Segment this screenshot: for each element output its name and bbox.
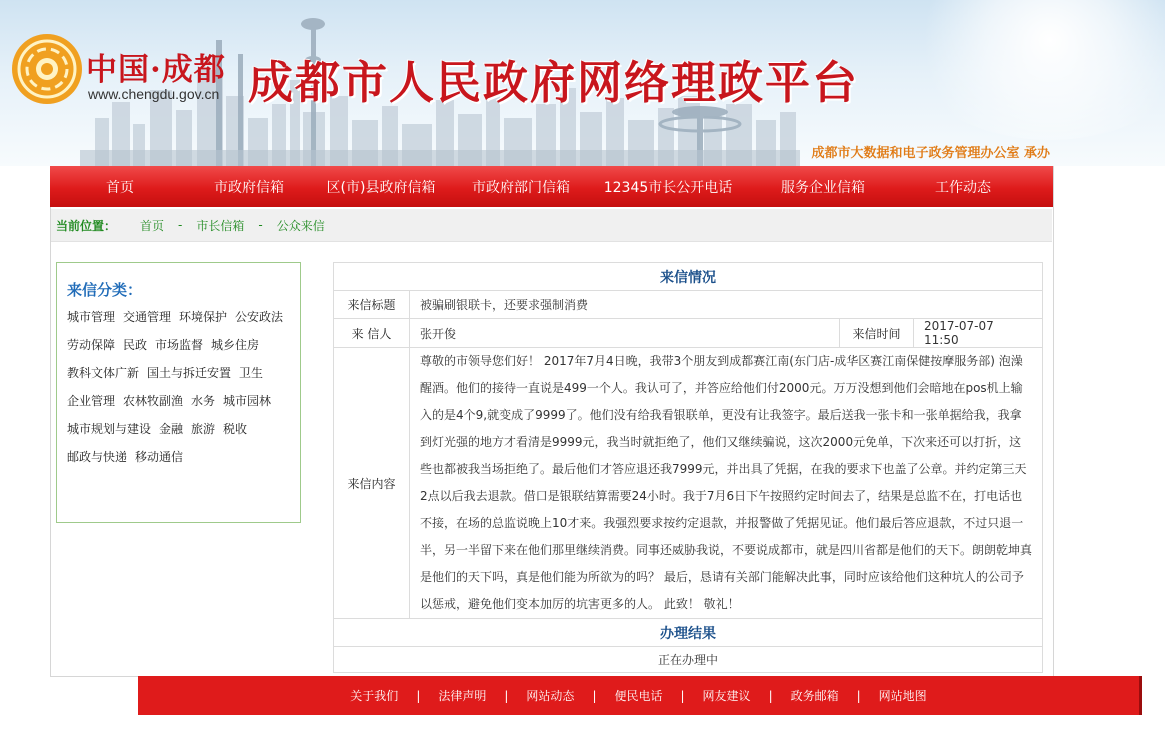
breadcrumb-separator: - xyxy=(178,218,183,232)
breadcrumb-home-link[interactable]: 首页 xyxy=(140,218,165,233)
chengdu-sunbird-logo-icon xyxy=(10,32,84,106)
category-item[interactable]: 金融 xyxy=(159,422,184,436)
footer-shadow xyxy=(1139,676,1142,715)
footer-separator: | xyxy=(768,688,773,703)
category-item[interactable]: 劳动保障 xyxy=(67,338,116,352)
footer-link-gov-email[interactable]: 政务邮箱 xyxy=(790,689,839,703)
category-item[interactable]: 交通管理 xyxy=(123,310,172,324)
main-nav xyxy=(50,166,1053,207)
site-header xyxy=(0,0,1165,166)
category-item[interactable]: 水务 xyxy=(191,394,216,408)
category-item[interactable]: 民政 xyxy=(123,338,148,352)
time-label: 来信时间 xyxy=(840,319,914,348)
nav-item-city-gov-mailbox[interactable]: 市政府信箱 xyxy=(214,179,284,196)
site-title: 成都市人民政府网络理政平台 xyxy=(248,56,860,109)
result-section-title: 办理结果 xyxy=(334,619,1043,647)
sender-label: 来 信人 xyxy=(334,319,410,348)
breadcrumb-mayor-mailbox-link[interactable]: 市长信箱 xyxy=(196,218,245,233)
nav-item-dept-mailbox[interactable]: 市政府部门信箱 xyxy=(472,179,570,196)
footer-separator: | xyxy=(592,688,597,703)
category-item[interactable]: 企业管理 xyxy=(67,394,116,408)
footer-link-sitemap[interactable]: 网站地图 xyxy=(878,689,927,703)
content-label: 来信内容 xyxy=(334,348,410,619)
footer-separator: | xyxy=(416,688,421,703)
category-item[interactable]: 邮政与快递 xyxy=(67,450,128,464)
nav-item-12345-hotline[interactable]: 12345市长公开电话 xyxy=(603,179,733,196)
undertaker-text: 成都市大数据和电子政务管理办公室 承办 xyxy=(811,146,1050,161)
category-item[interactable]: 卫生 xyxy=(239,366,264,380)
category-panel xyxy=(56,262,301,523)
logo-url: www.chengdu.gov.cn xyxy=(88,86,220,102)
nav-item-work-news[interactable]: 工作动态 xyxy=(935,179,991,196)
footer-separator: | xyxy=(680,688,685,703)
result-status: 正在办理中 xyxy=(334,647,1043,673)
breadcrumb-label: 当前位置： xyxy=(56,218,117,233)
letter-detail-table xyxy=(333,262,1043,673)
category-item[interactable]: 税收 xyxy=(223,422,248,436)
category-item[interactable]: 城市规划与建设 xyxy=(67,422,152,436)
footer-link-suggestions[interactable]: 网友建议 xyxy=(702,689,751,703)
category-item[interactable]: 教科文体广新 xyxy=(67,366,140,380)
letter-subject: 被骗刷银联卡，还要求强制消费 xyxy=(410,291,1043,319)
nav-item-district-gov-mailbox[interactable]: 区(市)县政府信箱 xyxy=(326,179,436,196)
nav-item-home[interactable]: 首页 xyxy=(106,179,134,196)
category-title: 来信分类： xyxy=(67,281,143,299)
logo-text: 中国·成都 xyxy=(86,52,226,88)
category-list xyxy=(67,303,295,471)
footer-separator: | xyxy=(504,688,509,703)
footer-link-about[interactable]: 关于我们 xyxy=(350,689,399,703)
letter-time: 2017-07-07 11:50 xyxy=(914,319,1043,348)
category-item[interactable]: 旅游 xyxy=(191,422,216,436)
subject-label: 来信标题 xyxy=(334,291,410,319)
category-item[interactable]: 农林牧副渔 xyxy=(123,394,184,408)
footer-link-site-news[interactable]: 网站动态 xyxy=(526,689,575,703)
category-item[interactable]: 市场监督 xyxy=(155,338,204,352)
letter-section-title: 来信情况 xyxy=(334,263,1043,291)
breadcrumb xyxy=(51,209,1052,242)
breadcrumb-separator: - xyxy=(258,218,263,232)
footer-link-legal[interactable]: 法律声明 xyxy=(438,689,487,703)
category-item[interactable]: 城市园林 xyxy=(223,394,272,408)
category-item[interactable]: 城市管理 xyxy=(67,310,116,324)
footer-link-phone[interactable]: 便民电话 xyxy=(614,689,663,703)
footer-separator: | xyxy=(856,688,861,703)
category-item[interactable]: 环境保护 xyxy=(179,310,228,324)
category-item[interactable]: 移动通信 xyxy=(135,450,184,464)
category-item[interactable]: 城乡住房 xyxy=(211,338,260,352)
letter-content: 尊敬的市领导您们好！ 2017年7月4日晚，我带3个朋友到成都赛江南(东门店-成华区赛江南保健按摩服务部) 泡澡醒酒。他们的接待一直说是499一个人。我认可了，并答应给他们付2000元。万万没想到他们会暗地在pos机上输入的是4个9,就变成了9999了。他们没有给我看银联单，更没有让我签字。最后送我一张卡和一张单据给我，我拿到灯光强的地方才看清是9999元，我当时就拒绝了，他们又继续骗说，这次2000元免单，下次来还可以打折，这些也都被我当场拒绝了。最后他们才答应退还我7999元，并出具了凭据，在我的要求下也盖了公章。并约定第三天2点以后我去退款。借口是银联结算需要24小时。我于7月6日下午按照约定时间去了，结果是总监不在，打电话也不接，在场的总监说晚上10才来。我强烈要求按约定退款，并报警做了凭据见证。他们最后答应退款，不过只退一半，另一半留下来在他们那里继续消费。同事还威胁我说，不要说成都市，就是四川省都是他们的天下。朗朗乾坤真是他们的天下吗，真是他们能为所欲为的吗？ 最后，恳请有关部门能解决此事，同时应该给他们这种坑人的公司予以惩戒，避免他们变本加厉的坑害更多的人。 此致！ 敬礼！ xyxy=(410,348,1043,619)
nav-item-enterprise-mailbox[interactable]: 服务企业信箱 xyxy=(781,179,865,196)
category-item[interactable]: 国土与拆迁安置 xyxy=(147,366,232,380)
breadcrumb-public-letters-link[interactable]: 公众来信 xyxy=(276,218,325,233)
category-item[interactable]: 公安政法 xyxy=(235,310,284,324)
site-footer xyxy=(138,676,1139,715)
letter-sender: 张开俊 xyxy=(410,319,840,348)
